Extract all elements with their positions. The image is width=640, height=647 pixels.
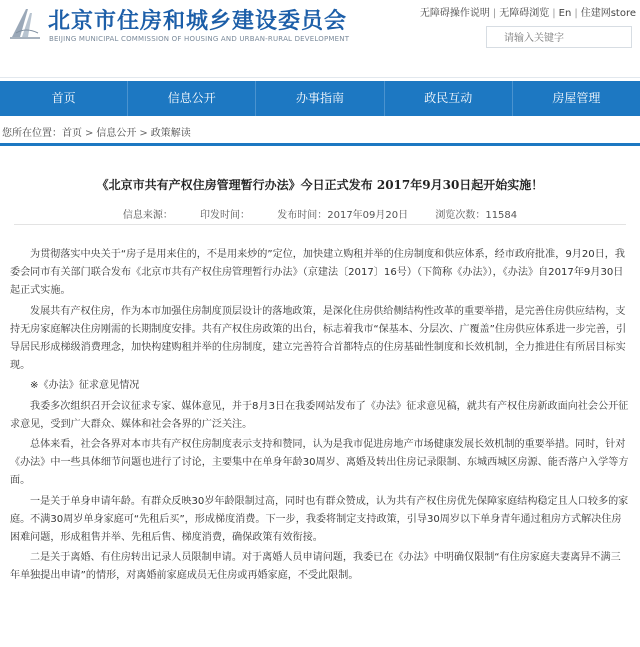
- section-heading: ※《办法》征求意见情况: [30, 380, 140, 392]
- paragraph: 一是关于单身申请年龄。有群众反映30岁年龄限制过高，同时也有群众赞成，认为共有产权住房优先保障家庭结构稳定且人口较多的家庭。不满30周岁单身家庭可“先租后买”，形成梯度消费。下一步，我委将制定支持政策，引导30周岁以下单身青年通过租房方式解决住房困难问题，形成租售并举、先租后售、梯度消费，确保政策有效衔接。: [10, 495, 629, 544]
- paragraph: 发展共有产权住房，作为本市加强住房制度顶层设计的落地政策，是深化住房供给侧结构性改革的重要举措，是完善住房供应结构，支持无房家庭解决住房刚需的长期制度安排。共有产权住房政策的出台，标志着我市“保基本、分层次、广覆盖”住房供应体系进一步完善，引导居民形成梯级消费理念，加快构建购租并举的住房制度，建立完善符合首都特点的住房基础性制度和长效机制，全力推进住有所居目标实现。: [10, 305, 627, 372]
- breadcrumb-separator: >: [85, 128, 94, 139]
- breadcrumb-policy-link[interactable]: 政策解读: [150, 128, 191, 139]
- paragraph: 为贯彻落实中央关于“房子是用来住的，不是用来炒的”定位，加快建立购租并举的住房制度和供应体系，经市政府批准，9月20日，我委会同市有关部门联合发布《北京市共有产权住房管理暂行办法》（京建法〔2017〕16号）（下简称《办法》），《办法》自2017年9月30日起正式实施。: [10, 249, 625, 297]
- meta-publish-time: 发布时间：2017年09月20日: [277, 210, 409, 221]
- nav-item-interaction[interactable]: 政民互动: [385, 81, 513, 116]
- nav-item-service-guide[interactable]: 办事指南: [256, 81, 384, 116]
- site-subtitle: BEIJING MUNICIPAL COMMISSION OF HOUSING AND URBAN-RURAL DEVELOPMENT: [49, 35, 350, 43]
- breadcrumb-home-link[interactable]: 首页: [62, 128, 82, 139]
- article-title: 《北京市共有产权住房管理暂行办法》今日正式发布 2017年9月30日起开始实施！: [96, 178, 544, 192]
- site-header: [0, 0, 640, 78]
- paragraph: 我委多次组织召开会议征求专家、媒体意见，并于8月3日在我委网站发布了《办法》征求意见稿，就共有产权住房新政面向社会公开征求意见，受到广大群众、媒体和社会各界的广泛关注。: [10, 400, 629, 430]
- article-meta: [0, 206, 640, 221]
- paragraph: 总体来看，社会各界对本市共有产权住房制度表示支持和赞同，认为是我市促进房地产市场健康发展长效机制的重要举措。同时，针对《办法》中一些具体细节问题也进行了讨论，主要集中在单身年龄30周岁、离婚及转出住房记录限制、东城西城区房源、能否落户入学等方面。: [10, 439, 629, 487]
- breadcrumb-separator: >: [139, 128, 148, 139]
- accessibility-guide-link[interactable]: 无障碍操作说明: [419, 8, 490, 19]
- breadcrumb: [2, 124, 191, 139]
- site-title[interactable]: 北京市住房和城乡建设委员会: [48, 9, 348, 34]
- main-nav: [0, 81, 640, 116]
- article: [0, 146, 640, 647]
- top-links: 无障碍操作说明 | 无障碍浏览 | En | 住建网store: [419, 8, 636, 19]
- meta-views: 浏览次数：11584: [435, 210, 518, 221]
- article-body: [10, 246, 630, 588]
- meta-source: 信息来源：: [122, 210, 173, 221]
- commission-logo-icon[interactable]: [6, 3, 46, 43]
- meta-divider: [14, 224, 626, 225]
- meta-print-time: 印发时间：: [200, 210, 251, 221]
- accessible-browse-link[interactable]: 无障碍浏览: [499, 8, 550, 19]
- housing-store-link[interactable]: 住建网store: [580, 8, 636, 19]
- nav-item-home[interactable]: 首页: [0, 81, 128, 116]
- breadcrumb-prefix: 您所在位置：: [2, 128, 62, 139]
- english-link[interactable]: En: [558, 8, 572, 19]
- breadcrumb-info-link[interactable]: 信息公开: [96, 128, 137, 139]
- search-input[interactable]: [486, 26, 632, 48]
- paragraph: 二是关于离婚、有住房转出记录人员限制申请。对于离婚人员申请问题，我委已在《办法》中明确仅限制“有住房家庭夫妻离异不满三年单独提出申请”的情形，对离婚前家庭成员无住房或再婚家庭，不受此限制。: [10, 552, 621, 582]
- nav-item-info-disclosure[interactable]: 信息公开: [128, 81, 256, 116]
- nav-item-housing-management[interactable]: 房屋管理: [552, 91, 601, 105]
